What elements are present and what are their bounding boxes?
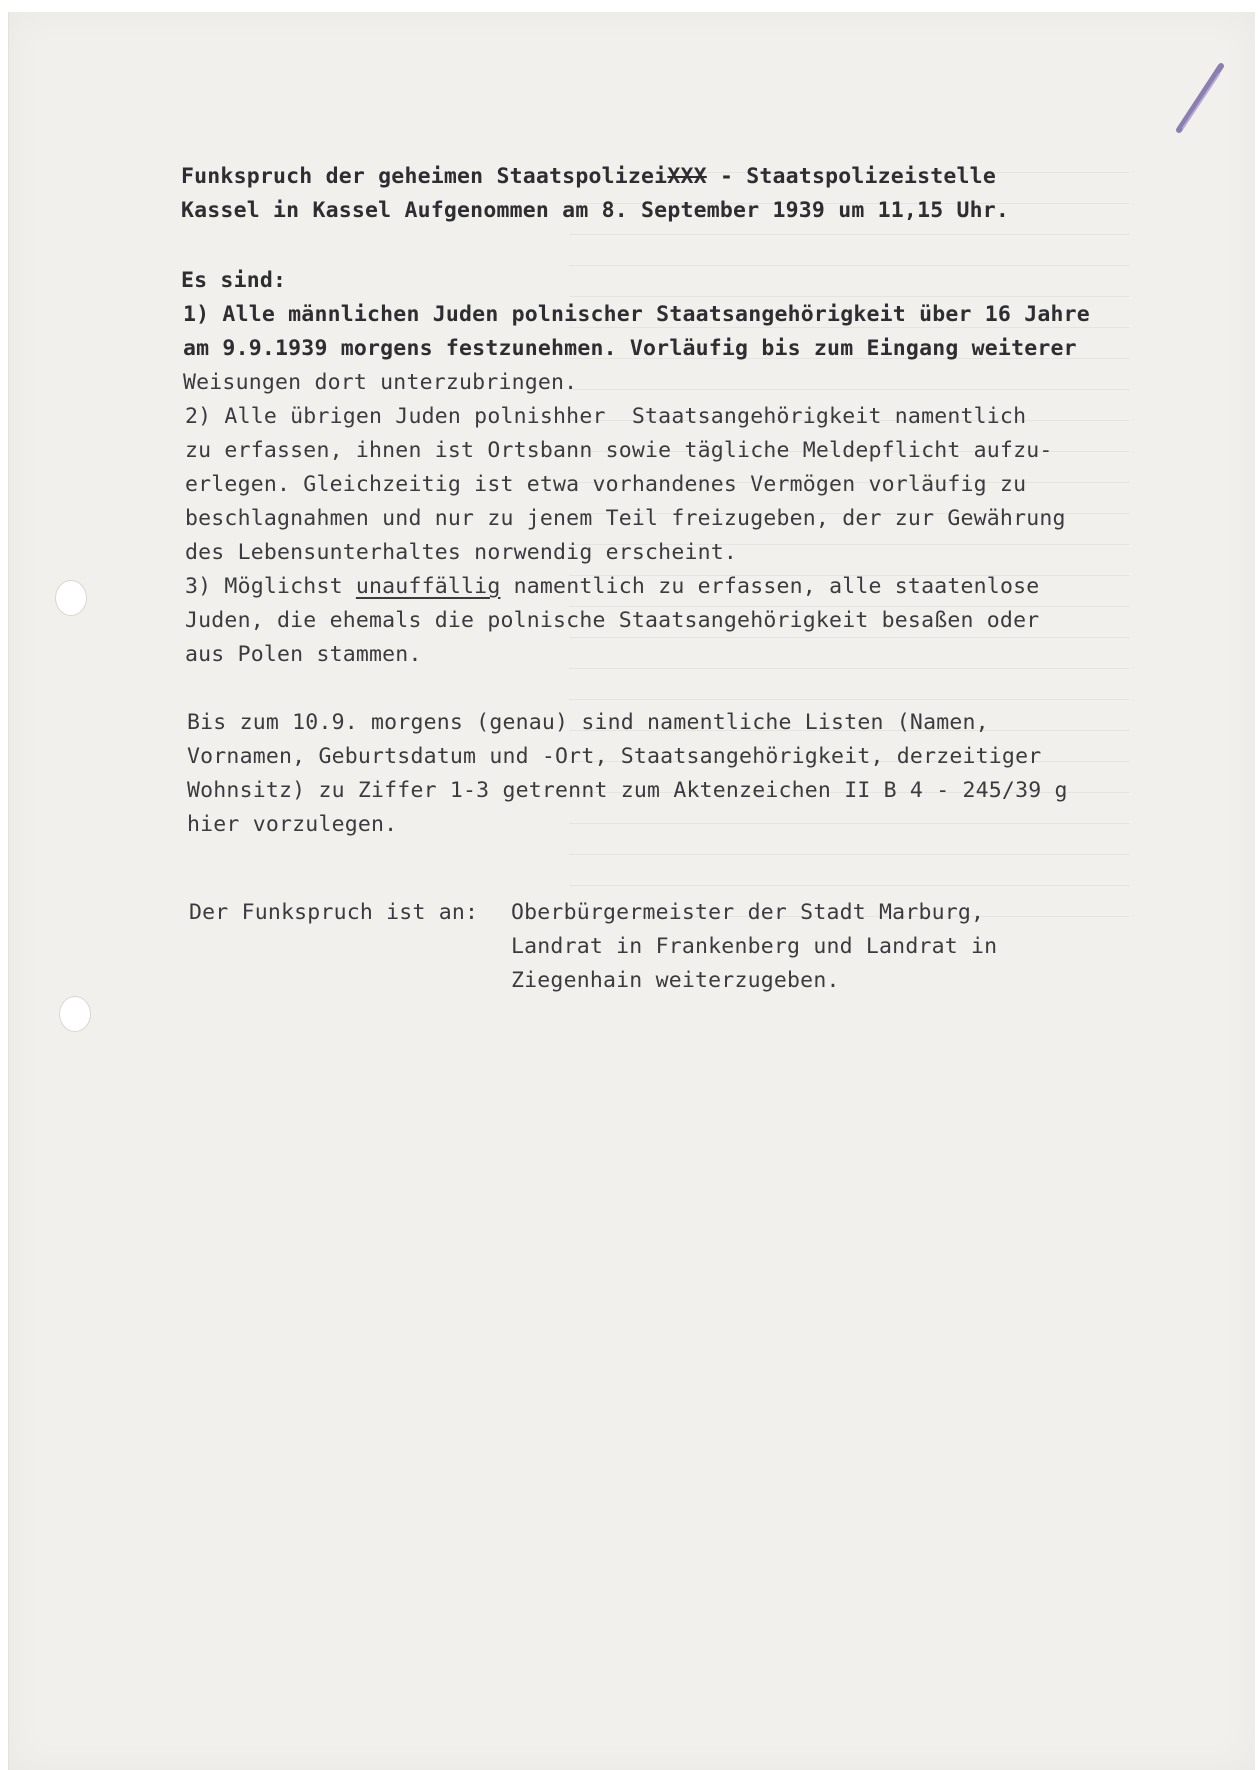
underlined-word: unauffällig [355, 574, 501, 599]
intro-label: Es sind: [181, 268, 287, 293]
item2-line: erlegen. Gleichzeitig ist etwa vorhandenes Vermögen vorläufig zu [185, 472, 1027, 497]
item1-line: Weisungen dort unterzubringen. [183, 370, 578, 395]
item2-line: 2) Alle übrigen Juden polnishher Staatsangehörigkeit namentlich [185, 404, 1027, 429]
item3-line: 3) Möglichst unauffällig namentlich zu erfassen, alle staatenlose [185, 574, 1040, 599]
item2-line: zu erfassen, ihnen ist Ortsbann sowie tägliche Meldepflicht aufzu- [185, 438, 1053, 463]
deadline-line: hier vorzulegen. [187, 812, 398, 837]
deadline-line: Vornamen, Geburtsdatum und -Ort, Staatsangehörigkeit, derzeitiger [187, 744, 1042, 769]
forward-label: Der Funkspruch ist an: [189, 900, 479, 925]
punch-hole-lower [59, 996, 91, 1032]
heading-line-1: Funkspruch der geheimen StaatspolizeiXXX - Staatspolizeistelle [181, 164, 996, 189]
item2-line: beschlagnahmen und nur zu jenem Teil freizugeben, der zur Gewährung [185, 506, 1066, 531]
item2-line: des Lebensunterhaltes norwendig erscheint. [185, 540, 738, 565]
heading-line-2: Kassel in Kassel Aufgenommen am 8. September 1939 um 11,15 Uhr. [181, 198, 1010, 223]
document-page [8, 12, 1255, 1770]
deadline-line: Bis zum 10.9. morgens (genau) sind namentliche Listen (Namen, [187, 710, 989, 735]
deadline-line: Wohnsitz) zu Ziffer 1-3 getrennt zum Aktenzeichen II B 4 - 245/39 g [187, 778, 1068, 803]
forward-line: Oberbürgermeister der Stadt Marburg, [511, 900, 985, 925]
item3-line: aus Polen stammen. [185, 642, 422, 667]
item1-line: am 9.9.1939 morgens festzunehmen. Vorläufig bis zum Eingang weiterer [183, 336, 1077, 361]
item3-line: Juden, die ehemals die polnische Staatsangehörigkeit besaßen oder [185, 608, 1040, 633]
pencil-page-mark [1169, 60, 1229, 138]
forward-line: Ziegenhain weiterzugeben. [511, 968, 840, 993]
forward-line: Landrat in Frankenberg und Landrat in [511, 934, 998, 959]
item1-line: 1) Alle männlichen Juden polnischer Staatsangehörigkeit über 16 Jahre [183, 302, 1090, 327]
struck-text: XXX [667, 164, 707, 189]
punch-hole-upper [55, 580, 87, 616]
